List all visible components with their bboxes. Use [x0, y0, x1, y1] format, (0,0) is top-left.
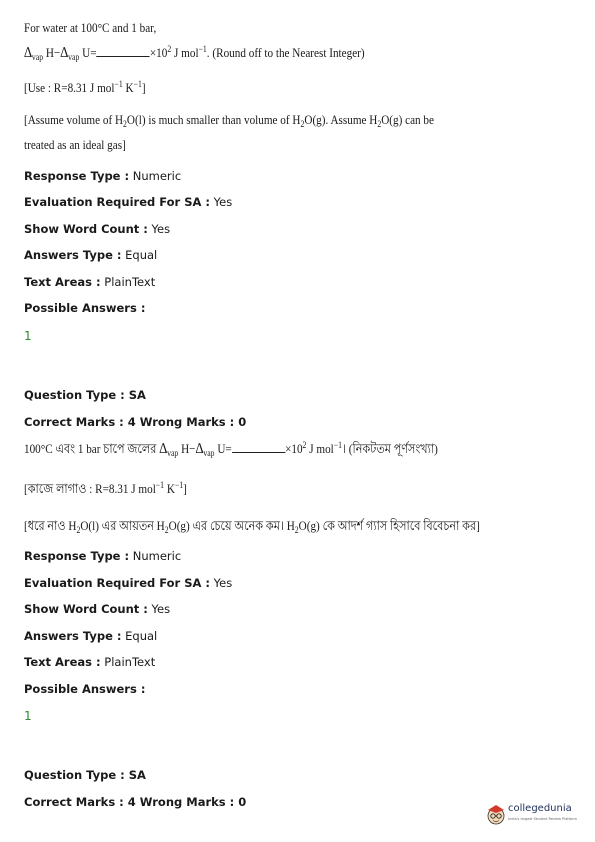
text-areas: Text Areas : PlainText — [24, 655, 156, 669]
evaluation-required: Evaluation Required For SA : Yes — [24, 195, 233, 209]
text-areas: Text Areas : PlainText — [24, 275, 156, 289]
answer-blank — [97, 46, 150, 57]
show-word-count: Show Word Count : Yes — [24, 222, 171, 236]
q1-line-3: [Use : R=8.31 J mol$^{-1}$ $K^{-1}$] — [24, 79, 146, 95]
q2-line-1: 100°C এবং 1 bar চাপে জলের $\Delta_{vap}$ $H-\Delta_{vap}$ $U= \times 10^2$ J mol$^{-1}$। (নিকটতম পূর্ণসংখ্যা) — [24, 440, 438, 458]
q1-line-4: [Assume volume of $H_2O(l)$ is much smaller than volume of $H_2O(g)$. Assume $H_2O(g)$ can be — [24, 112, 434, 129]
answers-type: Answers Type : Equal — [24, 248, 158, 262]
answers-type: Answers Type : Equal — [24, 629, 158, 643]
q1-line-5: treated as an ideal gas] — [24, 137, 126, 152]
q1-line-2: $\Delta_{vap}$ $H-\Delta_{vap}$ $U= \times 10^2$ J mol$^{-1}$. (Round off to the Nearest Integer) — [24, 44, 365, 62]
brand-tagline: India's largest Student Review Platform — [508, 817, 577, 821]
possible-answers: Possible Answers : — [24, 301, 146, 315]
brand-name: collegedunia — [508, 803, 572, 814]
answer-value: 1 — [24, 329, 32, 343]
q2-line-3: [ধরে নাও $H_2O(l)$ এর আয়তন $H_2O(g)$ এর চেয়ে অনেক কম। $H_2O(g)$ কে আদর্শ গ্যাস হিসাবে বিবেচনা কর] — [24, 518, 480, 535]
response-type: Response Type : Numeric — [24, 549, 182, 563]
marks: Correct Marks : 4 Wrong Marks : 0 — [24, 795, 247, 809]
marks: Correct Marks : 4 Wrong Marks : 0 — [24, 415, 247, 429]
question-type: Question Type : SA — [24, 388, 146, 402]
show-word-count: Show Word Count : Yes — [24, 602, 171, 616]
response-type: Response Type : Numeric — [24, 169, 182, 183]
answer-blank — [232, 442, 285, 453]
q1-line-1: For water at 100°C and 1 bar, — [24, 20, 157, 35]
possible-answers: Possible Answers : — [24, 682, 146, 696]
evaluation-required: Evaluation Required For SA : Yes — [24, 576, 233, 590]
q2-line-2: [কাজে লাগাও : R=8.31 J mol$^{-1}$ $K^{-1}$] — [24, 480, 187, 496]
answer-value: 1 — [24, 709, 32, 723]
question-type: Question Type : SA — [24, 768, 146, 782]
